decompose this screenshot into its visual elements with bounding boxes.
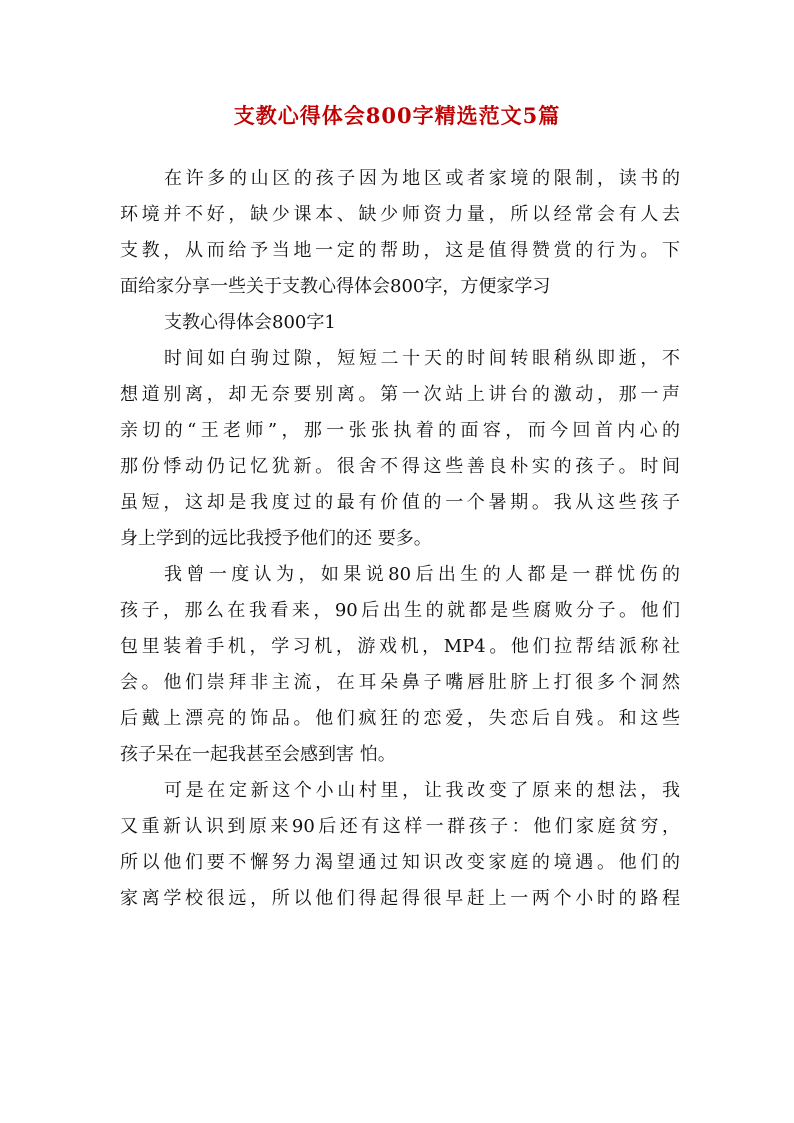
- document-body: [120, 161, 680, 917]
- paragraph-line: 支教，从而给予当地一定的帮助，这是值得赞赏的行为。下: [120, 240, 680, 261]
- paragraph-line: 孩子，那么在我看来，90后出生的就都是些腐败分子。他们: [120, 600, 680, 621]
- paragraph-line: 身上学到的远比我授予他们的还 要多。: [120, 528, 432, 549]
- document-title: 支教心得体会800字精选范文5篇: [233, 103, 561, 128]
- paragraph-line: 可是在定新这个小山村里，让我改变了原来的想法，我: [164, 780, 680, 801]
- paragraph-line: 面给家分享一些关于支教心得体会800字，方便家学习: [120, 276, 551, 297]
- paragraph-line: 环境并不好，缺少课本、缺少师资力量，所以经常会有人去: [120, 204, 680, 225]
- paragraph-line: 那份悸动仍记忆犹新。很舍不得这些善良朴实的孩子。时间: [120, 456, 680, 477]
- paragraph-line: 亲切的“王老师”，那一张张执着的面容，而今回首内心的: [120, 420, 680, 441]
- paragraph-line: 在许多的山区的孩子因为地区或者家境的限制，读书的: [164, 168, 680, 189]
- section-heading: 支教心得体会800字1: [164, 312, 336, 333]
- paragraph-line: 会。他们崇拜非主流，在耳朵鼻子嘴唇肚脐上打很多个洞然: [120, 672, 680, 693]
- paragraph-line: 虽短，这却是我度过的最有价值的一个暑期。我从这些孩子: [120, 492, 680, 513]
- paragraph-line: 我曾一度认为，如果说80后出生的人都是一群忧伤的: [164, 564, 680, 585]
- paragraph-line: 后戴上漂亮的饰品。他们疯狂的恋爱，失恋后自残。和这些: [120, 708, 680, 729]
- paragraph-line: 包里装着手机，学习机，游戏机，MP4。他们拉帮结派称社: [120, 636, 680, 657]
- paragraph-line: 所以他们要不懈努力渴望通过知识改变家庭的境遇。他们的: [120, 852, 680, 873]
- paragraph-line: 时间如白驹过隙，短短二十天的时间转眼稍纵即逝，不: [164, 348, 680, 369]
- paragraph-line: 孩子呆在一起我甚至会感到害 怕。: [120, 744, 396, 765]
- paragraph-line: 家离学校很远，所以他们得起得很早赶上一两个小时的路程: [120, 888, 680, 909]
- paragraph-line: 想道别离，却无奈要别离。第一次站上讲台的激动，那一声: [120, 384, 680, 405]
- paragraph-line: 又重新认识到原来90后还有这样一群孩子：他们家庭贫穷，: [120, 816, 680, 837]
